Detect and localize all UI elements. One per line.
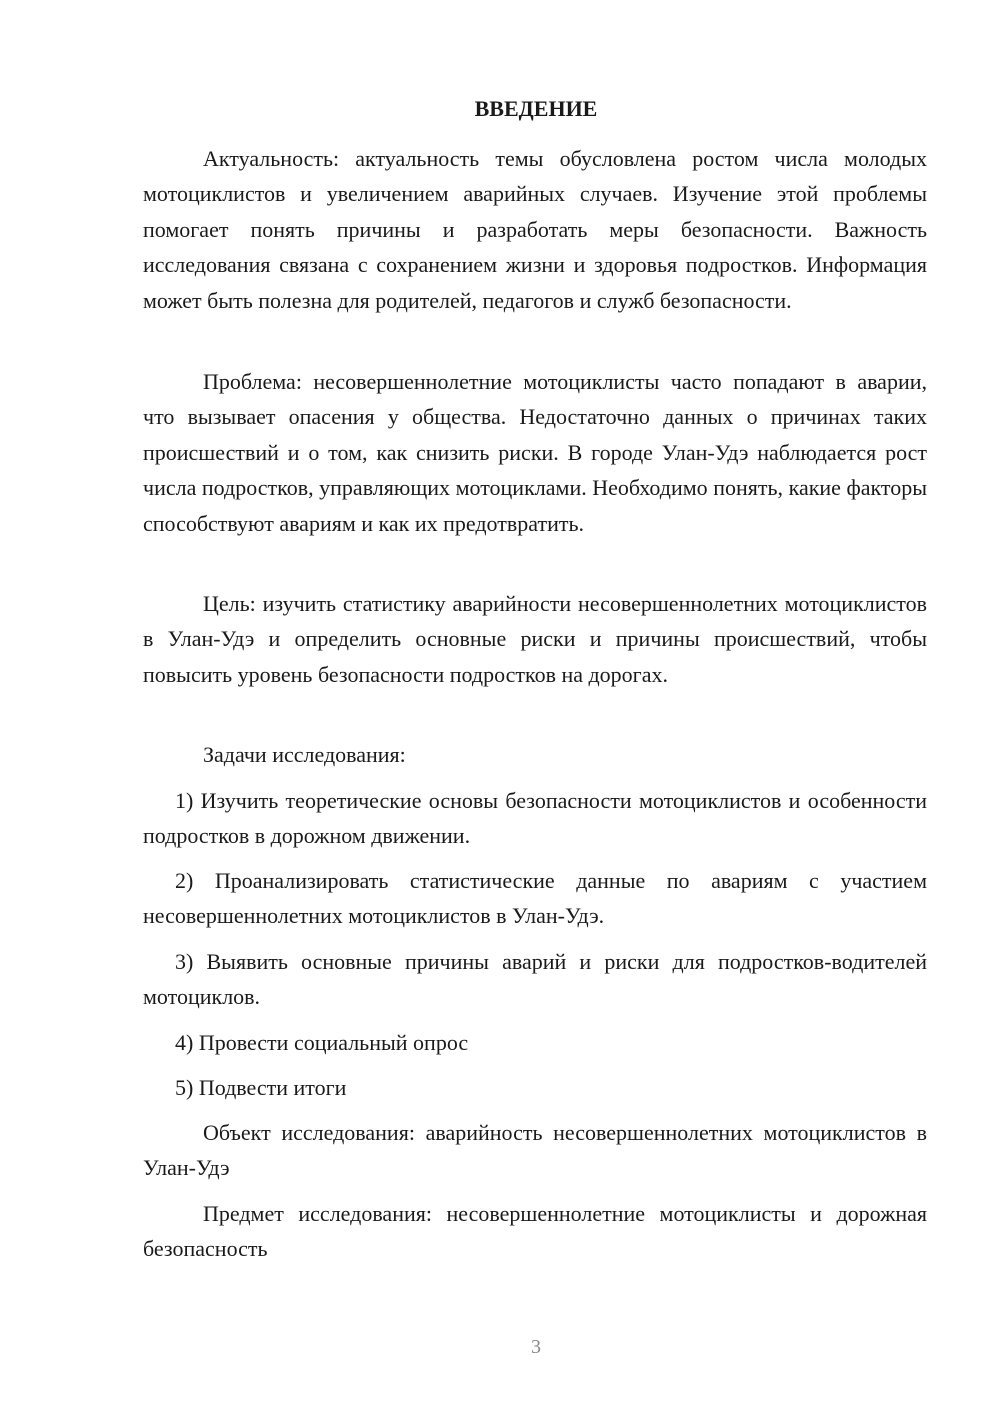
task-item	[143, 1025, 927, 1060]
object-text: Объект исследования: аварийность несовершеннолетних мотоциклистов в Улан-Удэ	[143, 1120, 927, 1181]
page-title: ВВЕДЕНИЕ	[474, 96, 598, 121]
tasks-heading-text: Задачи исследования:	[203, 742, 406, 767]
tasks-heading	[143, 737, 927, 772]
task-item-text: 1) Изучить теоретические основы безопасности мотоциклистов и особенности подростков в дорожном движении.	[143, 788, 927, 849]
subject-text: Предмет исследования: несовершеннолетние мотоциклисты и дорожная безопасность	[143, 1201, 927, 1262]
task-item-text: 5) Подвести итоги	[175, 1075, 347, 1100]
page-number: 3	[531, 1336, 541, 1358]
goal-text: Цель: изучить статистику аварийности несовершеннолетних мотоциклистов в Улан-Удэ и определить основные риски и причины происшествий, чтобы повысить уровень безопасности подростков на дорогах.	[143, 591, 927, 687]
task-item-text: 2) Проанализировать статистические данные по авариям с участием несовершеннолетних мотоциклистов в Улан-Удэ.	[143, 868, 927, 929]
relevance-text: Актуальность: актуальность темы обусловлена ростом числа молодых мотоциклистов и увеличением аварийных случаев. Изучение этой проблемы помогает понять причины и разработать меры безопасности. Важность исследования связана с сохранением жизни и здоровья подростков. Информация может быть полезна для родителей, педагогов и служб безопасности.	[143, 146, 927, 313]
task-item	[143, 863, 927, 934]
paragraph-relevance	[143, 141, 927, 318]
paragraph-problem	[143, 364, 927, 541]
task-item-text: 3) Выявить основные причины аварий и риски для подростков-водителей мотоциклов.	[143, 949, 927, 1010]
paragraph-goal	[143, 586, 927, 692]
task-item	[143, 1070, 927, 1105]
paragraph-object	[143, 1115, 927, 1186]
task-item	[143, 944, 927, 1015]
task-item	[143, 783, 927, 854]
paragraph-subject	[143, 1196, 927, 1267]
problem-text: Проблема: несовершеннолетние мотоциклисты часто попадают в аварии, что вызывает опасения у общества. Недостаточно данных о причинах таких происшествий и о том, как снизить риски. В городе Улан-Удэ наблюдается рост числа подростков, управляющих мотоциклами. Необходимо понять, какие факторы способствуют авариям и как их предотвратить.	[143, 369, 927, 536]
task-item-text: 4) Провести социальный опрос	[175, 1030, 469, 1055]
